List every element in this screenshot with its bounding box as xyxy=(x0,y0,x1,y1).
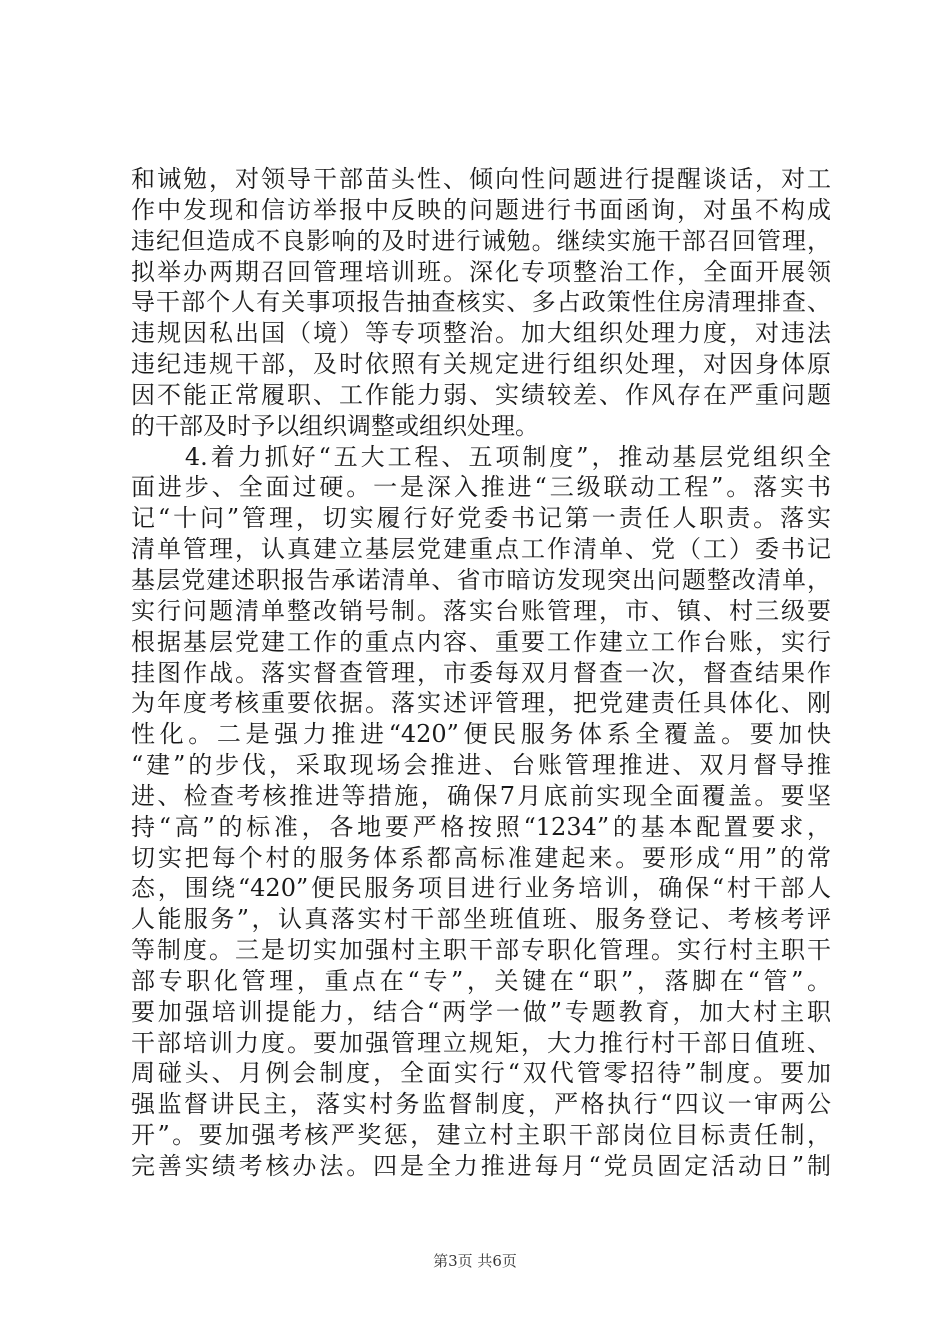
text-line: 违规因私出国（境）等专项整治。加大组织处理力度，对违法 xyxy=(131,319,831,348)
text-line: 违纪但造成不良影响的及时进行诫勉。继续实施干部召回管理， xyxy=(131,226,831,255)
text-line: 进、检查考核推进等措施，确保7月底前实现全面覆盖。要坚 xyxy=(131,781,831,810)
text-line: 基层党建述职报告承诺清单、省市暗访发现突出问题整改清单， xyxy=(131,565,831,594)
text-line: 干部培训力度。要加强管理立规矩，大力推行村干部日值班、 xyxy=(131,1028,831,1057)
text-line: 实行问题清单整改销号制。落实台账管理，市、镇、村三级要 xyxy=(131,596,831,625)
text-line: 态，围绕“420”便民服务项目进行业务培训，确保“村干部人 xyxy=(131,874,831,903)
text-line: 拟举办两期召回管理培训班。深化专项整治工作，全面开展领 xyxy=(131,257,831,286)
text-line: 因不能正常履职、工作能力弱、实绩较差、作风存在严重问题 xyxy=(131,380,831,409)
text-line: 和诫勉，对领导干部苗头性、倾向性问题进行提醒谈话，对工 xyxy=(131,165,831,193)
text-line: 完善实绩考核办法。四是全力推进每月“党员固定活动日”制 xyxy=(131,1152,831,1180)
text-line: “建”的步伐，采取现场会推进、台账管理推进、双月督导推 xyxy=(131,751,831,780)
document-body xyxy=(131,164,831,1182)
text-line: 清单管理，认真建立基层党建重点工作清单、党（工）委书记 xyxy=(131,535,831,564)
text-line: 开”。要加强考核严奖惩，建立村主职干部岗位目标责任制， xyxy=(131,1121,831,1150)
text-line: 根据基层党建工作的重点内容、重要工作建立工作台账，实行 xyxy=(131,627,831,656)
text-line: 持“高”的标准，各地要严格按照“1234”的基本配置要求， xyxy=(131,812,831,841)
text-line: 人能服务”，认真落实村干部坐班值班、服务登记、考核考评 xyxy=(131,905,831,934)
text-line: 强监督讲民主，落实村务监督制度，严格执行“四议一审两公 xyxy=(131,1090,831,1119)
page-footer: 第3页 共6页 xyxy=(433,1252,517,1270)
text-line: 要加强培训提能力，结合“两学一做”专题教育，加大村主职 xyxy=(131,997,831,1026)
text-line: 部专职化管理，重点在“专”，关键在“职”，落脚在“管”。 xyxy=(131,966,831,995)
text-line: 切实把每个村的服务体系都高标准建起来。要形成“用”的常 xyxy=(131,843,831,872)
text-line: 记“十问”管理，切实履行好党委书记第一责任人职责。落实 xyxy=(131,504,831,533)
text-line: 挂图作战。落实督查管理，市委每双月督查一次，督查结果作 xyxy=(131,658,831,687)
text-line: 等制度。三是切实加强村主职干部专职化管理。实行村主职干 xyxy=(131,936,831,965)
text-line: 导干部个人有关事项报告抽查核实、多占政策性住房清理排查、 xyxy=(131,288,831,317)
text-line: 性化。二是强力推进“420”便民服务体系全覆盖。要加快 xyxy=(131,720,831,749)
text-line: 的干部及时予以组织调整或组织处理。 xyxy=(131,411,539,440)
text-line: 违纪违规干部，及时依照有关规定进行组织处理，对因身体原 xyxy=(131,350,831,379)
text-line: 作中发现和信访举报中反映的问题进行书面函询，对虽不构成 xyxy=(131,195,831,224)
text-line: 周碰头、月例会制度，全面实行“双代管零招待”制度。要加 xyxy=(131,1059,831,1088)
text-line: 4.着力抓好“五大工程、五项制度”，推动基层党组织全 xyxy=(131,442,831,471)
text-line: 为年度考核重要依据。落实述评管理，把党建责任具体化、刚 xyxy=(131,689,831,718)
text-line: 面进步、全面过硬。一是深入推进“三级联动工程”。落实书 xyxy=(131,473,831,502)
